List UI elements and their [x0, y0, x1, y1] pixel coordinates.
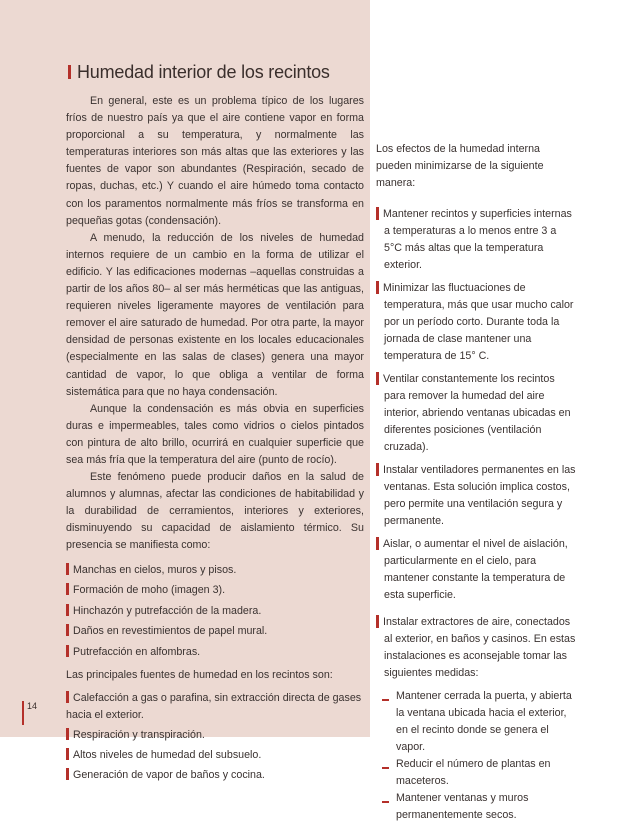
dash-bullet-icon — [382, 767, 389, 769]
list-item — [66, 727, 364, 744]
paragraph-3: Aunque la condensación es más obvia en superficies duras e impermeables, tales como vidrios o cielos pintados con pintura de alto brillo, ocurrirá en cualquier superficie que sea más fría que la temperatura del aire (punto de rocío). — [66, 402, 364, 466]
left-column — [66, 93, 364, 787]
paragraph-2: A menudo, la reducción de los niveles de humedad internos requiere de un cambio en la forma de utilizar el edificio. Y las edificaciones modernas –aquellas construidas a partir de los años 80– al ser más herméticas que las antiguas, requieren niveles ligeramente mayores de ventilación para remover el aire saturado de humedad. Por otra parte, la mayor densidad de personas existente en los locales educacionales (especialmente en las salas de clases) genera una mayor cantidad de vapor, lo que obliga a ventilar de forma sistemática para que no haya condensación. — [66, 231, 364, 398]
bullet-bar-icon — [66, 768, 69, 780]
section-title — [68, 62, 330, 83]
bullet-bar-icon — [66, 563, 69, 575]
list-item — [66, 690, 364, 724]
bullet-bar-icon — [376, 615, 379, 628]
list-item — [66, 644, 364, 661]
list-item-text: Aislar, o aumentar el nivel de aislación, particularmente en el cielo, para mantener constante la temperatura de esta superficie. — [383, 538, 568, 601]
list-item — [376, 756, 576, 790]
list-item — [376, 614, 576, 682]
bullet-bar-icon — [376, 281, 379, 294]
bullet-bar-icon — [66, 583, 69, 595]
list-item-text: Mantener recintos y superficies internas a temperaturas a lo menos entre 3 a 5°C más altas que la temperatura exterior. — [383, 208, 572, 271]
list-item-text: Instalar ventiladores permanentes en las ventanas. Esta solución implica costos, pero permite una ventilación segura y permanente. — [383, 464, 576, 527]
list-item-text: Generación de vapor de baños y cocina. — [73, 768, 265, 781]
list-item-text: Daños en revestimientos de papel mural. — [73, 625, 268, 638]
list-item-text: Ventilar constantemente los recintos para remover la humedad del aire interior, abriendo ventanas ubicadas en diferentes posiciones (ventilación cruzada). — [383, 373, 571, 453]
paragraph-4: Este fenómeno puede producir daños en la salud de alumnos y alumnas, afectar las condiciones de habitabilidad y la durabilidad de cerramientos, interiores y exteriores, disminuyendo su capacidad de aislamiento térmico. Su presencia se manifiesta como: — [66, 471, 364, 552]
accent-bar-icon — [68, 65, 71, 79]
bullet-bar-icon — [66, 604, 69, 616]
sub-measures-list — [376, 688, 576, 824]
list-item — [376, 371, 576, 456]
list-item-text: Hinchazón y putrefacción de la madera. — [73, 604, 262, 617]
right-intro: Los efectos de la humedad interna pueden minimizarse de la siguiente manera: — [376, 143, 544, 189]
section-title-text: Humedad interior de los recintos — [77, 62, 330, 82]
list-item — [66, 562, 364, 579]
list-item — [66, 747, 364, 764]
list-item — [66, 603, 364, 620]
list-item-text: Formación de moho (imagen 3). — [73, 584, 226, 597]
sources-intro: Las principales fuentes de humedad en los recintos son: — [66, 668, 333, 681]
list-item — [376, 280, 576, 365]
list-item — [66, 582, 364, 599]
list-item — [376, 206, 576, 274]
list-item-text: Calefacción a gas o parafina, sin extracción directa de gases hacia el exterior. — [66, 691, 362, 721]
bullet-bar-icon — [376, 372, 379, 385]
bullet-bar-icon — [376, 207, 379, 220]
dash-bullet-icon — [382, 801, 389, 803]
list-item — [66, 767, 364, 784]
list-item — [376, 536, 576, 604]
list-item-text: Mantener cerrada la puerta, y abierta la ventana ubicada hacia el exterior, en el recinto donde se genera el vapor. — [396, 690, 572, 753]
list-item-text: Reducir el número de plantas en maceteros. — [396, 758, 551, 787]
list-item — [66, 623, 364, 640]
bullet-bar-icon — [376, 537, 379, 550]
list-item-text: Manchas en cielos, muros y pisos. — [73, 563, 237, 576]
bullet-bar-icon — [376, 463, 379, 476]
list-item-text: Putrefacción en alfombras. — [73, 645, 201, 658]
page-number-text: 14 — [27, 701, 38, 711]
page-number-bar-icon — [22, 701, 24, 725]
dash-bullet-icon — [382, 699, 389, 701]
bullet-bar-icon — [66, 728, 69, 740]
measures-list — [376, 206, 576, 682]
bullet-bar-icon — [66, 645, 69, 657]
list-item-text: Altos niveles de humedad del subsuelo. — [73, 748, 262, 761]
list-item — [376, 462, 576, 530]
list-item-text: Instalar extractores de aire, conectados al exterior, en baños y casinos. En estas instalaciones es aconsejable tomar las siguientes medidas: — [383, 616, 576, 679]
list-item-text: Respiración y transpiración. — [73, 728, 205, 741]
list-item-text: Mantener ventanas y muros permanentemente secos. — [396, 792, 529, 821]
list-item-text: Minimizar las fluctuaciones de temperatura, más que usar mucho calor por un período corto. Durante toda la jornada de clase mantener una temperatura de 15° C. — [383, 282, 574, 362]
paragraph-1: En general, este es un problema típico de los lugares fríos de nuestro país ya que el aire contiene vapor en forma proporcional a su temperatura, y normalmente las temperaturas interiores son más altas que las exteriores y las fuentes de vapor son abundantes (Respiración, secado de ropas, duchas, etc.) Y cuando el aire húmedo toma contacto con los paramentos normalmente más fríos se transforma en pequeñas gotas (condensación). — [66, 95, 364, 227]
bullet-bar-icon — [66, 624, 69, 636]
right-column — [376, 141, 576, 824]
page-number — [22, 701, 37, 725]
list-item — [376, 790, 576, 824]
bullet-bar-icon — [66, 691, 69, 703]
manifestations-list — [66, 562, 364, 661]
bullet-bar-icon — [66, 748, 69, 760]
list-item — [376, 688, 576, 756]
